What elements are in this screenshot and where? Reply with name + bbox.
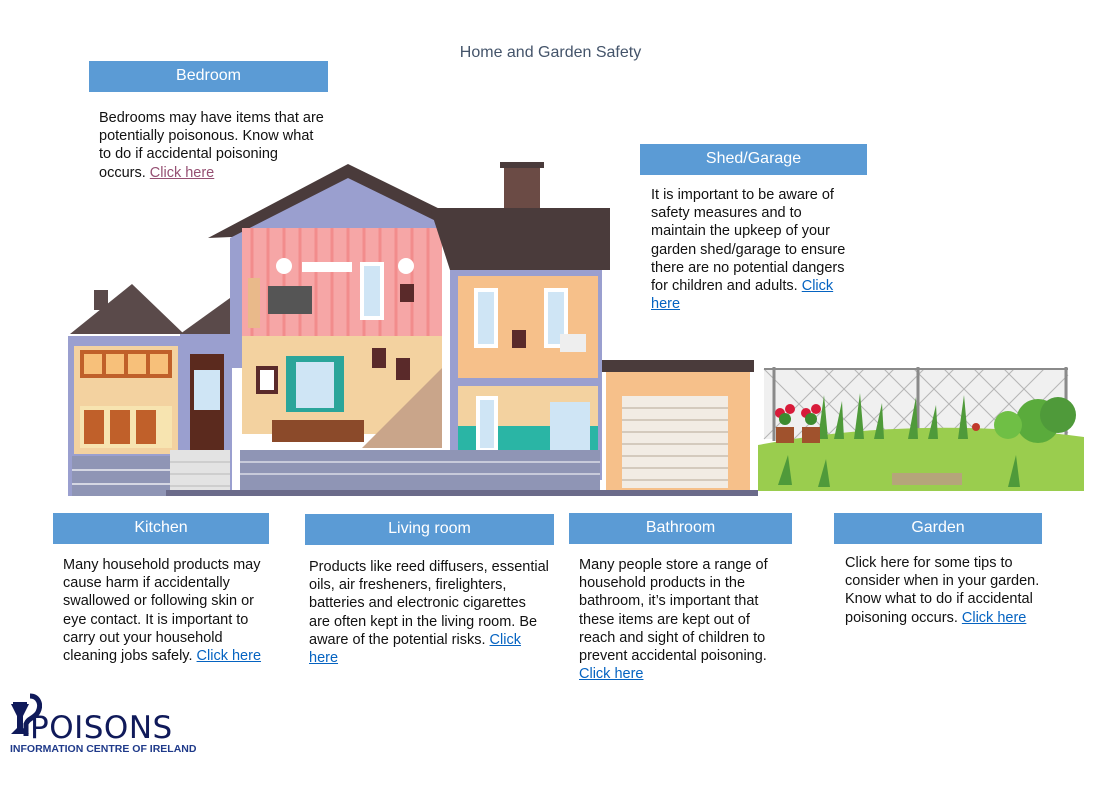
kitchen-roof [70,284,184,334]
kitchen-heading: Kitchen [53,513,269,544]
living-link[interactable]: Click here [309,631,521,667]
garden-illustration [758,355,1084,491]
shed-text: It is important to be aware of safety measures and to maintain the upkeep of your garden shed/garage to ensure there are no potential dangers for children and adults. [651,187,846,295]
bathroom-link[interactable]: Click here [579,666,644,683]
bedroom-text: Bedrooms may have items that are potentially poisonous. Know what to do if accidental poisoning occurs. [99,110,324,181]
page-title: Home and Garden Safety [459,44,642,61]
bathroom-text: Many people store a range of household products in the bathroom, it’s important that these items are kept out of reach and sight of children to prevent accidental poisoning. [579,557,768,665]
garden-text: Click here for some tips to consider when in your garden. Know what to do if accidental poisoning occurs. [845,555,1040,626]
chimney [504,162,540,212]
living-text-block [309,558,549,667]
garage-roof [602,360,754,372]
shed-link[interactable]: Click here [651,278,834,313]
bedroom-link[interactable]: Click here [149,164,215,181]
kitchen-link[interactable]: Click here [196,648,262,665]
house-illustration [62,158,762,500]
kitchen-text: Many household products may cause harm if accidentally swallowed or following skin or eye contact. It is important to carry out your household cleaning jobs safely. [63,557,261,665]
logo-subtitle: INFORMATION CENTRE OF IRELAND [10,743,197,755]
bathroom-heading: Bathroom [569,513,792,544]
logo-word: POISONS [30,710,173,746]
garden-link[interactable]: Click here [961,609,1027,626]
kitchen-text-block [63,556,268,665]
shed-heading: Shed/Garage [640,144,867,175]
bathroom-text-block [579,556,784,683]
living-heading: Living room [305,514,554,545]
garden-text-block [845,554,1045,627]
garden-heading: Garden [834,513,1042,544]
bedroom-heading: Bedroom [89,61,328,92]
living-text: Products like reed diffusers, essential oils, air fresheners, firelighters, batteries and electronic cigarettes are often kept in the living room. Be aware of the potential risks. [309,559,549,648]
